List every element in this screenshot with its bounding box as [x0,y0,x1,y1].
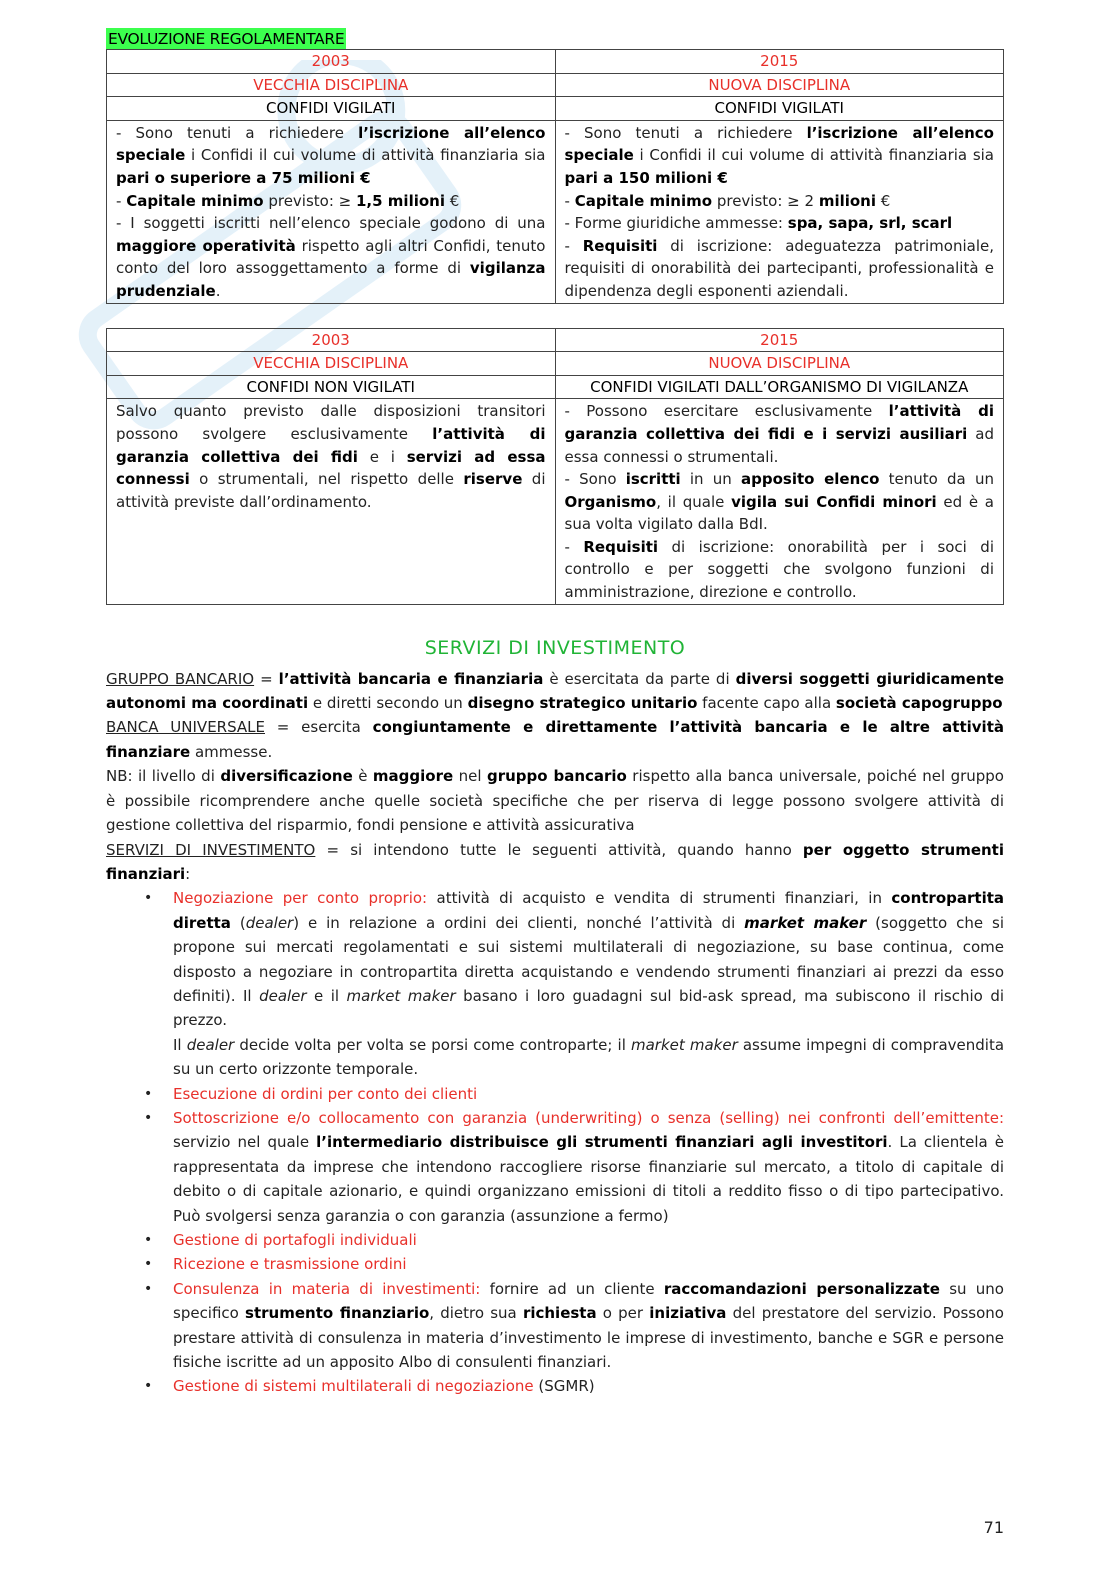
list-item: • Ricezione e trasmissione ordini [106,1252,1004,1276]
table1-left-body: - Sono tenuti a richiedere l’iscrizione all’elenco speciale i Confidi il cui volume di attività finanziaria sia pari o superiore a 75 milioni € - Capitale minimo previsto: ≥ 1,5 milioni € - I soggetti iscritti nell’elenco speciale godono di una maggiore operatività rispetto agli altri Confidi, tenuto conto del loro assoggettamento a forme di vigilanza prudenziale. [107,120,556,303]
bullet-icon: • [144,1256,153,1273]
table2-right-type: CONFIDI VIGILATI DALL’ORGANISMO DI VIGILANZA [555,375,1004,399]
bullet-icon: • [144,1109,153,1126]
bullet-icon: • [144,890,153,907]
bullet-icon: • [144,1378,153,1395]
paragraph-nb: NB: il livello di diversificazione è maggiore nel gruppo bancario rispetto alla banca universale, poiché nel gruppo è possibile ricomprendere anche quelle società specifiche che per riserva di legge possono svolgere attività di gestione collettiva del risparmio, fondi pensione e attività assicurativa [106,767,1004,835]
services-title: SERVIZI DI INVESTIMENTO [424,636,686,659]
comparison-table-2 [106,328,1004,605]
section-heading: EVOLUZIONE REGOLAMENTARE [108,30,345,48]
services-list [106,886,1004,1399]
list-item: • Gestione di portafogli individuali [106,1228,1004,1252]
table2-left-type: CONFIDI NON VIGILATI [107,375,556,399]
list-item: • Gestione di sistemi multilaterali di negoziazione (SGMR) [106,1374,1004,1398]
table2-left-body: Salvo quanto previsto dalle disposizioni transitori possono svolgere esclusivamente l’attività di garanzia collettiva dei fidi e i servizi ad essa connessi o strumentali, nel rispetto delle riserve di attività previste dall’ordinamento. [107,399,556,604]
page-content [106,28,1004,1399]
table1-right-type: CONFIDI VIGILATI [555,97,1004,121]
comparison-table-1 [106,49,1004,304]
bullet-icon: • [144,1085,153,1102]
table2-right-discipline: NUOVA DISCIPLINA [555,352,1004,376]
table2-right-body: - Possono esercitare esclusivamente l’attività di garanzia collettiva dei fidi e i servizi ausiliari ad essa connessi o strumentali. - Sono iscritti in un apposito elenco tenuto da un Organismo, il quale vigila sui Confidi minori ed è a sua volta vigilato dalla BdI. - Requisiti di iscrizione: onorabilità per i soci di controllo e per soggetti che svolgono funzioni di amministrazione, direzione e controllo. [555,399,1004,604]
list-item: • Negoziazione per conto proprio: attività di acquisto e vendita di strumenti finanziari, in contropartita diretta (dealer) e in relazione a ordini dei clienti, nonché l’attività di market maker (soggetto che si propone sui mercati regolamentati e sui sistemi multilaterali di negoziazione, su base continua, come disposto a negoziare in contropartita diretta acquistando e vendendo strumenti finanziari ai prezzi da esso definiti). Il dealer e il market maker basano i loro guadagni sul bid-ask spread, ma subiscono il rischio di prezzo. Il dealer decide volta per volta se porsi come controparte; il market maker assume impegni di compravendita su un certo orizzonte temporale. [106,886,1004,1081]
paragraph-gruppo-bancario: GRUPPO BANCARIO = l’attività bancaria e finanziaria è esercitata da parte di diversi soggetti giuridicamente autonomi ma coordinati e diretti secondo un disegno strategico unitario facente capo alla società capogruppo [106,669,1005,713]
bullet-icon: • [144,1280,153,1297]
page-number: 71 [983,1518,1004,1537]
list-item: • Consulenza in materia di investimenti: fornire ad un cliente raccomandazioni personalizzate su uno specifico strumento finanziario, dietro sua richiesta o per iniziativa del prestatore del servizio. Possono prestare attività di consulenza in materia d’investimento le imprese di investimento, banche e SGR e persone fisiche iscritte ad un apposito Albo di consulenti finanziari. [106,1277,1004,1375]
list-item: • Sottoscrizione e/o collocamento con garanzia (underwriting) o senza (selling) nei confronti dell’emittente: servizio nel quale l’intermediario distribuisce gli strumenti finanziari agli investitori. La clientela è rappresentata da imprese che intendono raccogliere risorse finanziarie sul mercato, a titolo di capitale di debito o di capitale azionario, e quindi organizzano emissioni di titoli a reddito fisso o di tipo partecipativo. Può svolgersi senza garanzia o con garanzia (assunzione a fermo) [106,1106,1004,1228]
table1-left-type: CONFIDI VIGILATI [107,97,556,121]
table1-right-year: 2015 [555,50,1004,74]
list-item: • Esecuzione di ordini per conto dei clienti [106,1082,1004,1106]
table2-left-discipline: VECCHIA DISCIPLINA [107,352,556,376]
table1-right-discipline: NUOVA DISCIPLINA [555,73,1004,97]
table1-left-year: 2003 [107,50,556,74]
table2-right-year: 2015 [555,328,1004,352]
bullet-icon: • [144,1232,153,1248]
table1-right-body: - Sono tenuti a richiedere l’iscrizione all’elenco speciale i Confidi il cui volume di attività finanziaria sia pari a 150 milioni € - Capitale minimo previsto: ≥ 2 milioni € - Forme giuridiche ammesse: spa, sapa, srl, scarl - Requisiti di iscrizione: adeguatezza patrimoniale, requisiti di onorabilità dei partecipanti, professionalità e dipendenza degli esponenti aziendali. [555,120,1004,303]
table2-left-year: 2003 [107,328,556,352]
paragraph-servizi: SERVIZI DI INVESTIMENTO = si intendono tutte le seguenti attività, quando hanno per oggetto strumenti finanziari: [106,840,1004,883]
paragraph-banca-universale: BANCA UNIVERSALE = esercita congiuntamente e direttamente l’attività bancaria e le altre attività finanziare ammesse. [106,718,1004,761]
table1-left-discipline: VECCHIA DISCIPLINA [107,73,556,97]
